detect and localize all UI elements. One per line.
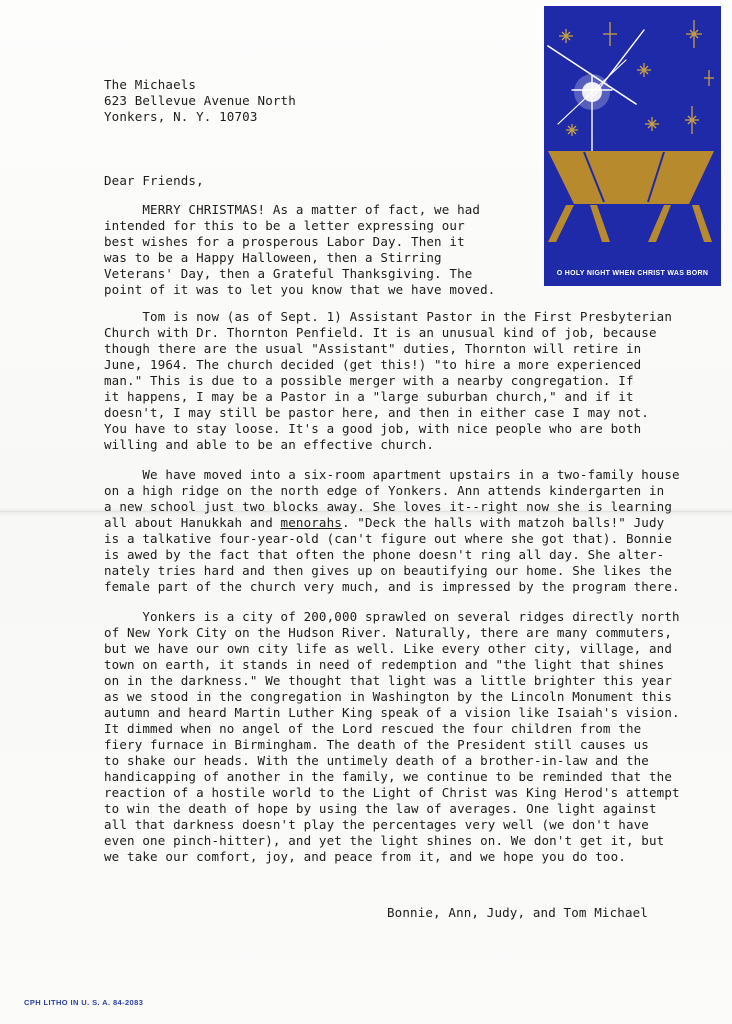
paragraph-line: to win the death of hope by using the law of averages. One light against bbox=[104, 801, 657, 816]
paragraph-line: as we stood in the congregation in Washington by the Lincoln Monument this bbox=[104, 689, 672, 704]
paragraph-3 bbox=[104, 467, 680, 595]
paragraph-line: willing and able to be an effective church. bbox=[104, 437, 435, 452]
paragraph-line: is a talkative four-year-old (can't figure out where she got that). Bonnie bbox=[104, 531, 672, 546]
paragraph-line: autumn and heard Martin Luther King speak of a vision like Isaiah's vision. bbox=[104, 705, 680, 720]
paragraph-1 bbox=[104, 202, 504, 298]
paragraph-line: Veterans' Day, then a Grateful Thanksgiving. The bbox=[104, 266, 473, 281]
paragraph-line: all that darkness doesn't play the percentages very well (we don't have bbox=[104, 817, 649, 832]
paragraph-line: best wishes for a prosperous Labor Day. Then it bbox=[104, 234, 465, 249]
printer-mark: CPH LITHO IN U. S. A. 84-2083 bbox=[24, 998, 144, 1007]
paragraph-2 bbox=[104, 309, 672, 453]
manger-icon bbox=[548, 151, 714, 242]
paragraph-line: Yonkers is a city of 200,000 sprawled on several ridges directly north bbox=[104, 609, 680, 624]
paragraph-line: June, 1964. The church decided (get this!) "to hire a more experienced bbox=[104, 357, 642, 372]
line-start: all about Hanukkah and bbox=[104, 515, 281, 530]
christmas-card-illustration bbox=[544, 6, 721, 286]
paragraph-line: we take our comfort, joy, and peace from it, and we hope you do too. bbox=[104, 849, 626, 864]
card-caption: O HOLY NIGHT WHEN CHRIST WAS BORN bbox=[556, 270, 709, 277]
paragraph-line: on in the darkness." We thought that light was a little brighter this year bbox=[104, 673, 672, 688]
paragraph-line: It dimmed when no angel of the Lord rescued the four children from the bbox=[104, 721, 642, 736]
paragraph-line: reaction of a hostile world to the Light of Christ was King Herod's attempt bbox=[104, 785, 680, 800]
paragraph-line: was to be a Happy Halloween, then a Stirring bbox=[104, 250, 442, 265]
paragraph-line: handicapping of another in the family, we continue to be reminded that the bbox=[104, 769, 672, 784]
paragraph-line: on a high ridge on the north edge of Yonkers. Ann attends kindergarten in bbox=[104, 483, 665, 498]
address-line-1: The Michaels bbox=[104, 77, 197, 92]
paragraph-line: though there are the usual "Assistant" duties, Thornton will retire in bbox=[104, 341, 642, 356]
signature: Bonnie, Ann, Judy, and Tom Michael bbox=[387, 905, 648, 920]
paragraph-line: You have to stay loose. It's a good job, with nice people who are both bbox=[104, 421, 642, 436]
paragraph-line: a new school just two blocks away. She loves it--right now she is learning bbox=[104, 499, 672, 514]
paragraph-line: it happens, I may be a Pastor in a "large suburban church," and if it bbox=[104, 389, 634, 404]
paragraph-line: We have moved into a six-room apartment upstairs in a two-family house bbox=[104, 467, 680, 482]
address-line-2: 623 Bellevue Avenue North bbox=[104, 93, 296, 108]
paragraph-line: fiery furnace in Birmingham. The death of the President still causes us bbox=[104, 737, 649, 752]
paragraph-line: nately tries hard and then gives up on beautifying our home. She likes the bbox=[104, 563, 672, 578]
paragraph-line: intended for this to be a letter expressing our bbox=[104, 218, 465, 233]
paragraph-line: MERRY CHRISTMAS! As a matter of fact, we had bbox=[104, 202, 481, 217]
paragraph-line: Church with Dr. Thornton Penfield. It is an unusual kind of job, because bbox=[104, 325, 657, 340]
paragraph-line: town on earth, it stands in need of redemption and "the light that shines bbox=[104, 657, 665, 672]
recipient-address bbox=[104, 77, 296, 125]
paragraph-line: even one pinch-hitter), and yet the light shines on. We don't get it, but bbox=[104, 833, 665, 848]
paragraph-line-with-underline bbox=[104, 515, 665, 531]
paragraph-line: man." This is due to a possible merger with a nearby congregation. If bbox=[104, 373, 634, 388]
paragraph-line: is awed by the fact that often the phone doesn't ring all day. She alter- bbox=[104, 547, 665, 562]
paragraph-line: Tom is now (as of Sept. 1) Assistant Pastor in the First Presbyterian bbox=[104, 309, 672, 324]
paragraph-line: of New York City on the Hudson River. Naturally, there are many commuters, bbox=[104, 625, 672, 640]
address-line-3: Yonkers, N. Y. 10703 bbox=[104, 109, 258, 124]
paragraph-line: point of it was to let you know that we have moved. bbox=[104, 282, 496, 297]
paragraph-line: female part of the church very much, and is impressed by the program there. bbox=[104, 579, 680, 594]
bethlehem-star-icon bbox=[548, 30, 644, 156]
nativity-star-manger-icon bbox=[544, 6, 721, 286]
underlined-word: menorahs bbox=[280, 515, 342, 530]
paragraph-line: but we have our own city life as well. Like every other city, village, and bbox=[104, 641, 672, 656]
paragraph-line: to shake our heads. With the untimely death of a brother-in-law and the bbox=[104, 753, 649, 768]
line-end: . "Deck the halls with matzoh balls!" Judy bbox=[341, 515, 665, 530]
salutation: Dear Friends, bbox=[104, 173, 204, 188]
paragraph-line: doesn't, I may still be pastor here, and then in either case I may not. bbox=[104, 405, 649, 420]
paragraph-4 bbox=[104, 609, 680, 865]
